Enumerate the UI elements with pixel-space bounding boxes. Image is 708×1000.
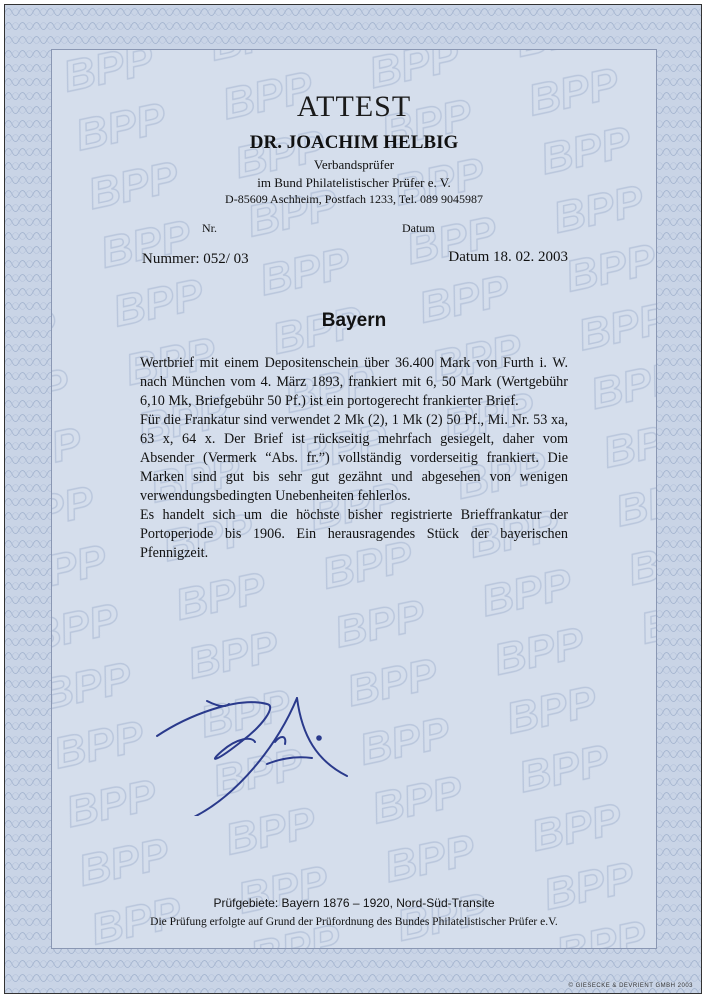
printer-imprint: © GIESECKE & DEVRIENT GMBH 2003 bbox=[568, 983, 693, 989]
body-paragraph: Für die Frankatur sind verwendet 2 Mk (2), 1 Mk (2) 50 Pf., Mi. Nr. 53 xa, 63 x, 64 x. Der Brief ist rückseitig mehrfach gesiegelt, daher vom Absender (Vermerk “Abs. fr.”) vollständig vorderseitig frankiert. Die Marken sind gut bis sehr gut gezähnt und abgesehen von wenigen verwendungsbedingten Unebenheiten fehlerlos. bbox=[140, 412, 568, 504]
examination-basis-note: Die Prüfung erfolgte auf Grund der Prüfordnung des Bundes Philatelistischer Prüfer e.V. bbox=[150, 916, 558, 928]
certificate-content bbox=[52, 50, 656, 948]
certificate-date: Datum 18. 02. 2003 bbox=[448, 249, 568, 265]
examiner-name: DR. JOACHIM HELBIG bbox=[249, 132, 459, 153]
body-paragraph: Wertbrief mit einem Depositenschein über 36.400 Mark von Furth i. W. nach München vom 4. März 1893, frankiert mit 6, 50 Mark (Wertgebühr 6,10 Mk, Briefgebühr 50 Pf.) ist ein portogerecht frankierter Brief. bbox=[140, 355, 568, 409]
nr-label: Nr. bbox=[202, 221, 217, 235]
certificate-sheet bbox=[4, 4, 702, 994]
body-paragraph: Es handelt sich um die höchste bisher registrierte Brieffrankatur der Portoperiode bis 1906. Ein herausragendes Stück der bayerischen Pfennigzeit. bbox=[140, 507, 568, 561]
certificate-title: ATTEST bbox=[296, 90, 412, 123]
examiner-association: im Bund Philatelistischer Prüfer e. V. bbox=[257, 175, 451, 190]
certificate-number: Nummer: 052/ 03 bbox=[142, 251, 249, 267]
subject-heading: Bayern bbox=[321, 310, 387, 331]
handwritten-signature bbox=[147, 646, 387, 816]
examiner-address: D-85609 Aschheim, Postfach 1233, Tel. 089 9045987 bbox=[225, 192, 483, 206]
examiner-role: Verbandsprüfer bbox=[313, 157, 395, 172]
examination-areas: Prüfgebiete: Bayern 1876 – 1920, Nord-Süd-Transite bbox=[213, 896, 495, 910]
datum-label: Datum bbox=[402, 221, 435, 235]
certificate-body bbox=[140, 354, 568, 563]
certificate-inner-panel bbox=[51, 49, 657, 949]
